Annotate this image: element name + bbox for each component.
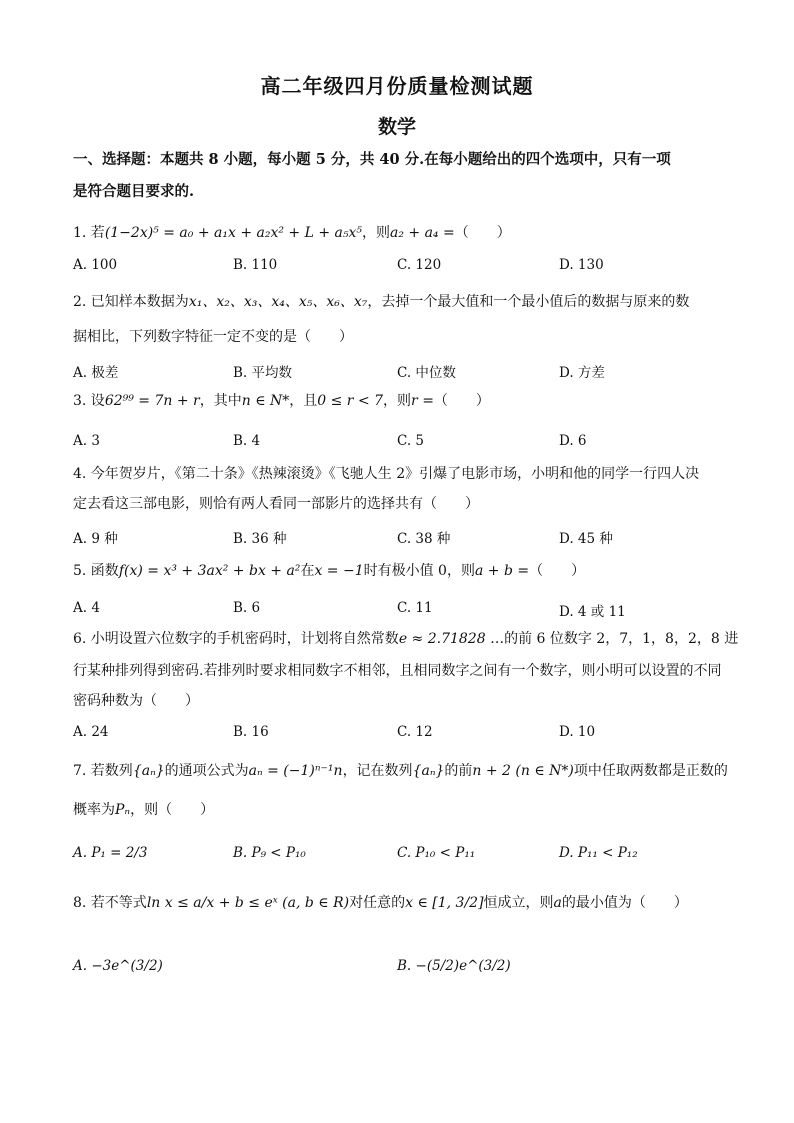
- q8-end: 的最小值为（ ）: [561, 895, 688, 911]
- q5-expression: f(x) = x³ + 3ax² + bx + a²: [118, 563, 301, 579]
- q8-option-b[interactable]: B. −(5/2)e^(3/2): [397, 958, 511, 974]
- q3-option-d[interactable]: D. 6: [559, 433, 587, 449]
- q7-option-b[interactable]: B. P₉ < P₁₀: [233, 845, 306, 861]
- q2-prefix: 2. 已知样本数据为: [73, 294, 189, 310]
- q6-option-a[interactable]: A. 24: [73, 724, 109, 740]
- q6-option-b[interactable]: B. 16: [233, 724, 269, 740]
- q2-option-b[interactable]: B. 平均数: [233, 365, 293, 381]
- q3-mid1: ，其中: [199, 393, 242, 409]
- q5-prefix: 5. 函数: [73, 563, 119, 579]
- exam-title: 高二年级四月份质量检测试题: [260, 74, 534, 98]
- q3-expression: 62⁹⁹ = 7n + r: [104, 393, 200, 409]
- q3-cond2: 0 ≤ r < 7: [317, 393, 384, 409]
- q5-mid1: 在: [300, 563, 315, 579]
- q5-option-b[interactable]: B. 6: [233, 600, 261, 616]
- q5-cond: x = −1: [314, 563, 364, 579]
- q6-line1a: 6. 小明设置六位数字的手机密码时，计划将自然常数: [73, 631, 399, 647]
- q6-options: [73, 724, 733, 746]
- q5-option-c[interactable]: C. 11: [397, 600, 433, 616]
- q5-options: [73, 600, 733, 622]
- q3-option-b[interactable]: B. 4: [233, 433, 261, 449]
- question-2-line2: 据相比，下列数字特征一定不变的是（ ）: [73, 329, 353, 345]
- q7-mid1: 的通项公式为: [164, 763, 249, 779]
- question-3: [73, 386, 733, 416]
- q5-option-a[interactable]: A. 4: [73, 600, 100, 616]
- exam-subject: 数学: [377, 116, 416, 138]
- q4-option-d[interactable]: D. 45 种: [559, 531, 613, 547]
- q7-mid2: ，记在数列: [342, 763, 413, 779]
- q1-ask: a₂ + a₄ =: [390, 225, 455, 241]
- q7-formula: aₙ = (−1)ⁿ⁻¹n: [248, 763, 343, 779]
- q3-mid3: ，则: [383, 393, 412, 409]
- question-5: [73, 556, 733, 586]
- q7-line2b: ，则（ ）: [130, 802, 215, 818]
- q8-mid2: 恒成立，则: [483, 895, 554, 911]
- q7-line1-end: 项中任取两数都是正数的: [573, 763, 728, 779]
- q7-option-c[interactable]: C. P₁₀ < P₁₁: [397, 845, 476, 861]
- question-4-line1: 4. 今年贺岁片，《第二十条》《热辣滚烫》《飞驰人生 2》引爆了电影市场，小明和他的同学一行四人决: [73, 466, 700, 482]
- q8-mid1: 对任意的: [349, 895, 406, 911]
- q3-mid2: ，且: [289, 393, 318, 409]
- q8-prefix: 8. 若不等式: [73, 895, 147, 911]
- q3-cond1: n ∈ N*: [241, 393, 290, 409]
- q6-option-c[interactable]: C. 12: [397, 724, 433, 740]
- q8-options: [73, 958, 733, 980]
- q4-options: [73, 527, 733, 549]
- question-7-line2: [73, 795, 733, 825]
- q1-prefix: 1. 若: [73, 225, 105, 241]
- q3-ask: r =: [411, 393, 434, 409]
- q6-option-d[interactable]: D. 10: [559, 724, 596, 740]
- q7-line2a: 概率为: [73, 802, 115, 818]
- section-heading-line2: 是符合题目要求的.: [73, 183, 195, 200]
- q5-mid2: 时有极小值 0，则: [363, 563, 475, 579]
- q8-expression: ln x ≤ a/x + b ≤ eˣ (a, b ∈ R): [146, 895, 350, 911]
- q1-paren: （ ）: [454, 225, 511, 241]
- q5-paren: （ ）: [529, 563, 586, 579]
- section-heading-line1: 一、选择题：本题共 8 小题，每小题 5 分，共 40 分.在每小题给出的四个选项中，只有一项: [73, 151, 671, 168]
- q7-mid3: 的前: [444, 763, 473, 779]
- q1-expression: (1−2x)⁵ = a₀ + a₁x + a₂x² + L + a₅x⁵: [104, 225, 362, 241]
- q6-line1b: 的前 6 位数字 2，7，1，8，2，8 进: [504, 631, 739, 647]
- q4-option-c[interactable]: C. 38 种: [397, 531, 451, 547]
- q4-option-b[interactable]: B. 36 种: [233, 531, 287, 547]
- question-8: [73, 888, 733, 918]
- q7-seq: {aₙ}: [132, 763, 165, 779]
- q8-var: a: [553, 895, 562, 911]
- question-6-line1: [73, 624, 739, 654]
- question-7-line1: [73, 756, 733, 786]
- q7-p: Pₙ: [115, 802, 131, 818]
- q2-option-c[interactable]: C. 中位数: [397, 365, 456, 381]
- q1-option-d[interactable]: D. 130: [559, 257, 604, 273]
- q7-count: n + 2 (n ∈ N*): [472, 763, 574, 779]
- question-4-line2: 定去看这三部电影，则恰有两人看同一部影片的选择共有（ ）: [73, 496, 479, 512]
- q3-options: [73, 433, 733, 455]
- q3-option-a[interactable]: A. 3: [73, 433, 100, 449]
- q2-option-a[interactable]: A. 极差: [73, 365, 119, 381]
- q1-option-b[interactable]: B. 110: [233, 257, 278, 273]
- q5-option-d[interactable]: D. 4 或 11: [559, 604, 626, 620]
- q1-options: [73, 257, 733, 279]
- q2-line1-end: ，去掉一个最大值和一个最小值后的数据与原来的数: [367, 294, 690, 310]
- q7-option-a[interactable]: A. P₁ = 2/3: [73, 845, 148, 861]
- question-6-line2: 行某种排列得到密码.若排列时要求相同数字不相邻，且相同数字之间有一个数字，则小明可以设置的不同: [73, 663, 722, 679]
- q5-ask: a + b =: [474, 563, 530, 579]
- q4-option-a[interactable]: A. 9 种: [73, 531, 118, 547]
- question-2-line1: [73, 287, 733, 317]
- q8-option-a[interactable]: A. −3e^(3/2): [73, 958, 163, 974]
- q8-domain: x ∈ [1, 3/2]: [405, 895, 484, 911]
- q1-option-c[interactable]: C. 120: [397, 257, 442, 273]
- q2-option-d[interactable]: D. 方差: [559, 365, 605, 381]
- q2-vars: x₁、x₂、x₃、x₄、x₅、x₆、x₇: [188, 294, 368, 310]
- q7-option-d[interactable]: D. P₁₁ < P₁₂: [559, 845, 638, 861]
- q3-prefix: 3. 设: [73, 393, 105, 409]
- q1-mid: ，则: [362, 225, 390, 241]
- q3-option-c[interactable]: C. 5: [397, 433, 425, 449]
- q1-option-a[interactable]: A. 100: [73, 257, 118, 273]
- q7-seq2: {aₙ}: [412, 763, 445, 779]
- q3-paren: （ ）: [433, 393, 490, 409]
- question-1: [73, 218, 733, 248]
- q6-e-expression: e ≈ 2.71828 …: [398, 631, 505, 647]
- q2-options: [73, 361, 733, 383]
- q7-options: [73, 845, 733, 867]
- question-6-line3: 密码种数为（ ）: [73, 693, 199, 709]
- q7-prefix: 7. 若数列: [73, 763, 133, 779]
